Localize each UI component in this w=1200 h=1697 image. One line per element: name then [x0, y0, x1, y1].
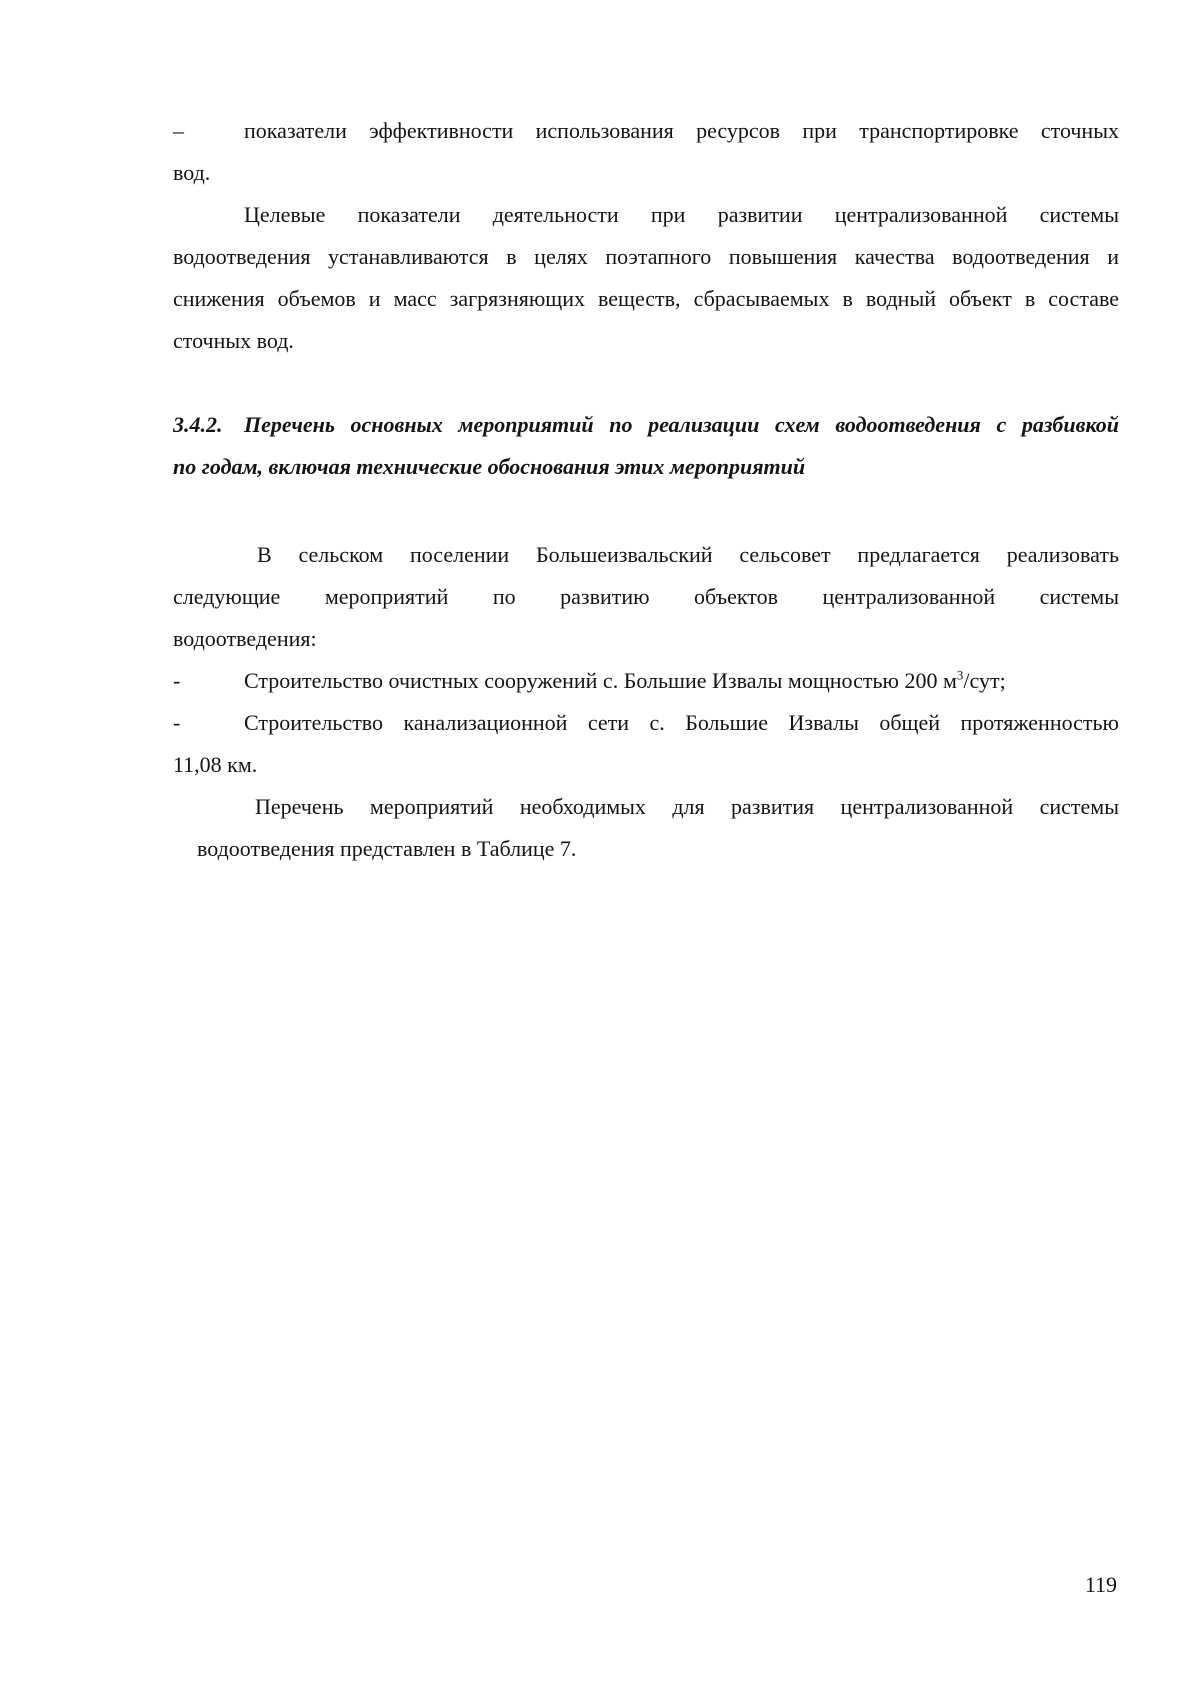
list-item — [173, 110, 1119, 152]
paragraph-intro-measures — [173, 534, 1119, 660]
bullet-dash: - — [173, 668, 181, 693]
heading-line: Перечень основных мероприятий по реализации схем водоотведения с разбивкой — [244, 412, 1119, 437]
text-line: водоотведения представлен в Таблице 7. — [197, 836, 577, 861]
text-line: Перечень мероприятий необходимых для развития централизованной системы — [255, 794, 1119, 819]
text-line: водоотведения: — [173, 626, 317, 651]
text-line: Строительство очистных сооружений с. Большие Извалы мощностью 200 $м^3$/сут; — [244, 667, 1006, 693]
text-line: 11,08 км. — [173, 752, 258, 777]
text-line: сточных вод. — [173, 328, 294, 353]
text-line: следующие мероприятий по развитию объектов централизованной системы — [173, 584, 1119, 609]
section-heading — [173, 404, 1119, 488]
bullet-dash: - — [173, 710, 181, 735]
paragraph-resource-efficiency — [173, 110, 1119, 194]
text-line: вод. — [173, 160, 211, 185]
measures-list — [173, 660, 1119, 786]
text-line: Целевые показатели деятельности при развитии централизованной системы — [244, 202, 1119, 227]
text-line: Строительство канализационной сети с. Большие Извалы общей протяженностью — [244, 710, 1119, 735]
list-item — [173, 702, 1119, 744]
list-item — [173, 660, 1119, 702]
bullet-dash: – — [173, 118, 184, 143]
section-number: 3.4.2. — [173, 412, 223, 437]
heading-line: по годам, включая технические обоснования этих мероприятий — [173, 454, 806, 479]
paragraph-table-reference — [173, 786, 1119, 870]
text-line: В сельском поселении Большеизвальский сельсовет предлагается реализовать — [257, 542, 1119, 567]
page-number: 119 — [1084, 1572, 1117, 1597]
text-line: показатели эффективности использования ресурсов при транспортировке сточных — [244, 118, 1119, 143]
superscript: 3 — [956, 667, 964, 683]
text-line: снижения объемов и масс загрязняющих веществ, сбрасываемых в водный объект в составе — [173, 286, 1119, 311]
paragraph-target-indicators — [173, 194, 1119, 362]
text-line: водоотведения устанавливаются в целях поэтапного повышения качества водоотведения и — [173, 244, 1119, 269]
